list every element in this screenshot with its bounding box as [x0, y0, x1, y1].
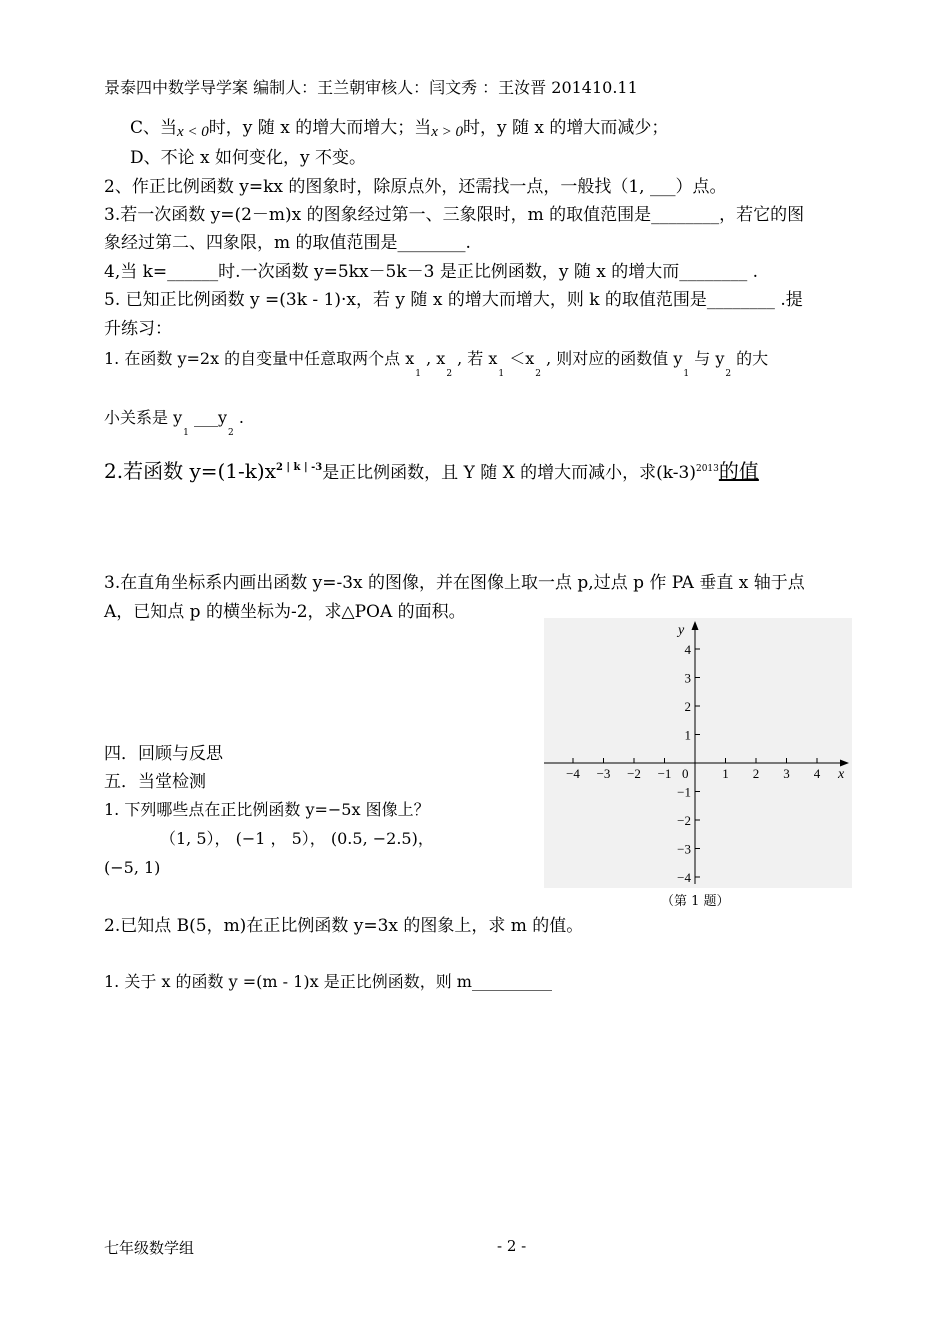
check-3: 1. 关于 x 的函数 y =(m - 1)x 是正比例函数，则 m__________	[104, 972, 552, 991]
practice-1-text: .	[233, 408, 244, 427]
section-5-heading: 五．当堂检测	[104, 772, 206, 792]
page-header: 景泰四中数学导学案 编制人：王兰朝审核人：闫文秀 ：王汝晋 201410.11	[104, 78, 638, 97]
x-axis-arrow	[840, 760, 849, 767]
practice-1-line-2	[104, 408, 244, 438]
option-c-text-1: C、当	[130, 118, 178, 138]
x-tick-label: 3	[783, 766, 790, 781]
question-3-line-1: 3.若一次函数 y=(2－m)x 的图象经过第一、三象限时，m 的取值范围是________，若它的图	[104, 205, 805, 225]
figure-caption: （第 1 题）	[661, 894, 730, 909]
x-tick-label: −4	[566, 766, 580, 781]
check-1-point-4: (−5, 1)	[104, 858, 161, 877]
option-c-text-2: 时，y 随 x 的增大而增大；当	[208, 118, 432, 138]
coordinate-grid-figure	[544, 618, 852, 888]
question-2: 2、作正比例函数 y=kx 的图象时，除原点外，还需找一点，一般找（1, ___）点。	[104, 177, 727, 197]
origin-label: 0	[682, 766, 689, 781]
practice-2	[104, 459, 759, 488]
x-tick-label: −2	[627, 766, 641, 781]
practice-2-text: 2.若函数 y=(1-k)x	[104, 459, 276, 483]
y-axis-arrow	[692, 621, 699, 630]
y-tick-label: 2	[684, 699, 691, 714]
section-4-heading: 四．回顾与反思	[104, 744, 223, 764]
y-tick-label: −1	[677, 784, 691, 800]
y-tick-label: −2	[677, 813, 691, 828]
practice-1-text: , 则对应的函数值 y	[541, 349, 683, 368]
subscript: 2	[725, 369, 732, 379]
coordinate-plane-svg	[544, 618, 852, 888]
superscript: 2 | k | -3	[275, 462, 323, 473]
check-2: 2.已知点 B(5，m)在正比例函数 y=3x 的图象上，求 m 的值。	[104, 916, 584, 936]
practice-1-text: 1. 在函数 y=2x 的自变量中任意取两个点 x	[104, 349, 415, 368]
practice-1-text: , 若 x	[452, 349, 498, 368]
practice-1-text: 小关系是 y	[104, 408, 183, 427]
subscript: 1	[183, 428, 189, 438]
question-5-line-1: 5. 已知正比例函数 y =(3k - 1)·x，若 y 随 x 的增大而增大，则 k 的取值范围是________ .提	[104, 290, 803, 310]
option-d: D、不论 x 如何变化，y 不变。	[130, 148, 367, 168]
question-3-line-2: 象经过第二、四象限，m 的取值范围是________.	[104, 233, 471, 253]
practice-1-text: ___y	[188, 408, 227, 427]
x-tick-label: 2	[752, 766, 760, 781]
y-tick-label: 1	[684, 727, 691, 743]
practice-2-text: 是正比例函数，且 Y 随 X 的增大而减小，求(k-3)	[322, 463, 696, 483]
practice-1-text: ＜x	[504, 349, 535, 368]
page-number: - 2 -	[497, 1237, 527, 1255]
subscript: 1	[683, 369, 690, 379]
practice-1-text: , x	[421, 349, 446, 368]
option-c-text-3: 时，y 随 x 的增大而减少；	[462, 118, 669, 138]
subscript: 1	[498, 369, 505, 379]
practice-3-line-2: A，已知点 p 的横坐标为-2，求△POA 的面积。	[104, 602, 466, 622]
x-tick-label: 4	[813, 766, 821, 781]
y-axis-label: y	[678, 623, 685, 638]
y-tick-label: −4	[677, 870, 691, 885]
y-tick-label: −3	[677, 841, 691, 857]
x-tick-label: −3	[596, 766, 611, 781]
practice-1	[104, 349, 769, 379]
practice-3-line-1: 3.在直角坐标系内画出函数 y=-3x 的图像，并在图像上取一点 p,过点 p 作 PA 垂直 x 轴于点	[104, 573, 805, 593]
subscript: 2	[446, 369, 453, 379]
check-1-points: （1, 5）， (−1 ， 5）， (0.5, −2.5)，	[160, 829, 434, 848]
option-c	[130, 118, 668, 139]
option-c-condition-2: x > 0	[431, 124, 463, 140]
superscript: 2013	[695, 464, 719, 474]
x-tick-label: 1	[722, 766, 729, 781]
practice-1-text: 与 y	[689, 349, 725, 368]
x-tick-label: −1	[657, 766, 672, 781]
question-4: 4,当 k=______时.一次函数 y=5kx－5k－3 是正比例函数，y 随 x 的增大而________ .	[104, 262, 759, 282]
subscript: 1	[415, 369, 422, 379]
option-c-condition-1: x < 0	[177, 124, 209, 140]
check-1: 1. 下列哪些点在正比例函数 y=−5x 图像上？	[104, 800, 430, 819]
y-tick-label: 3	[684, 670, 691, 686]
x-axis-label: x	[838, 767, 845, 782]
practice-2-underlined: 的值	[718, 459, 759, 483]
practice-1-text: 的大	[731, 349, 769, 368]
subscript: 2	[228, 428, 234, 438]
question-5-line-2: 升练习：	[104, 319, 172, 339]
y-tick-label: 4	[684, 642, 691, 657]
subscript: 2	[535, 369, 542, 379]
footer-left: 七年级数学组	[104, 1239, 195, 1257]
